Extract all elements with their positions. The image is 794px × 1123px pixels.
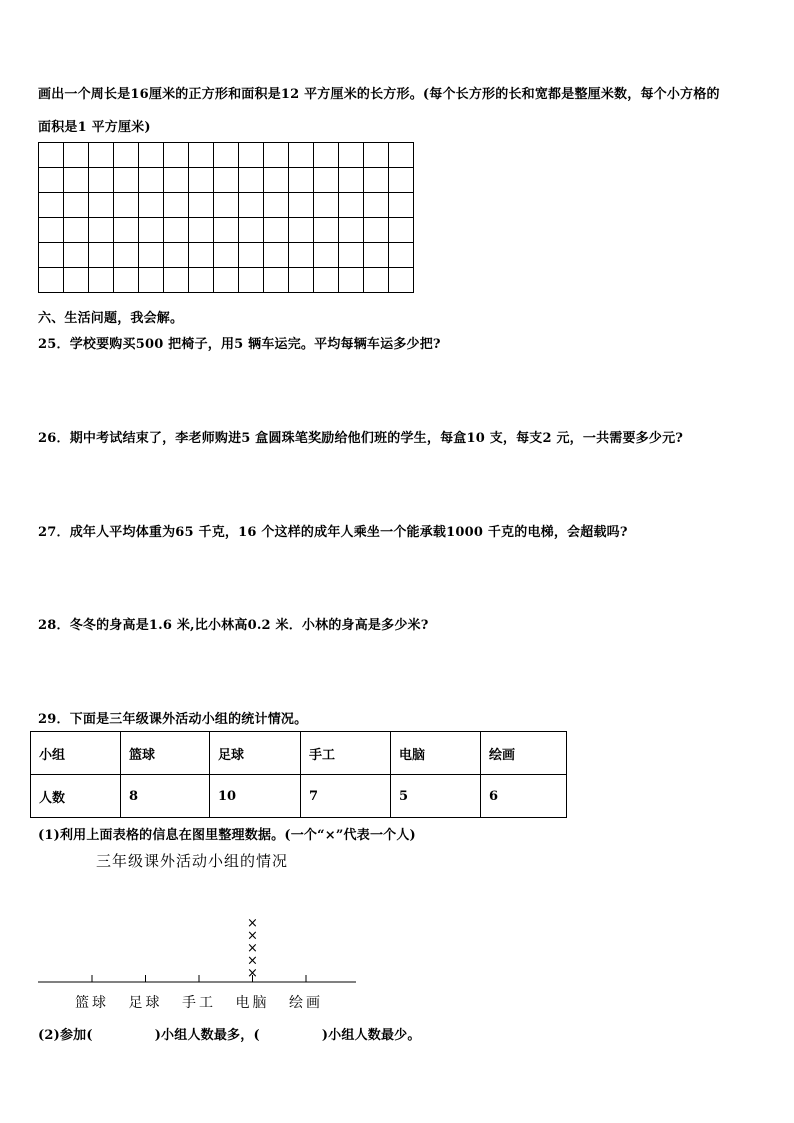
sub-question-2 xyxy=(38,1024,421,1043)
table-cell: 人数 xyxy=(31,775,121,818)
question-text: 下面是三年级课外活动小组的统计情况。 xyxy=(69,712,308,727)
table-cell: 8 xyxy=(121,775,210,818)
table-cell: 10 xyxy=(210,775,301,818)
table-cell: 6 xyxy=(481,775,567,818)
table-cell: 7 xyxy=(301,775,391,818)
question-text: 学校要购买500 把椅子，用5 辆车运完。平均每辆车运多少把? xyxy=(69,337,441,352)
question-text: 成年人平均体重为65 千克，16 个这样的成年人乘坐一个能承载1000 千克的电梯，会超载吗? xyxy=(69,525,628,540)
question-text: 冬冬的身高是1.6 米,比小林高0.2 米．小林的身高是多少米? xyxy=(69,618,429,633)
sub-question-1: (1)利用上面表格的信息在图里整理数据。(一个“×”代表一个人) xyxy=(38,828,416,843)
table-cell: 电脑 xyxy=(391,732,481,775)
q24-line2: 面积是1 平方厘米) xyxy=(38,120,151,135)
tally-mark: × xyxy=(247,953,258,969)
table-cell: 5 xyxy=(391,775,481,818)
category-label: 篮球 xyxy=(75,995,109,1011)
question-number: 27． xyxy=(38,525,70,540)
q24-line1: 画出一个周长是16厘米的正方形和面积是12 平方厘米的长方形。(每个长方形的长和宽都是整厘米数，每个小方格的 xyxy=(38,87,720,102)
question-text: 期中考试结束了，李老师购进5 盒圆珠笔奖励给他们班的学生，每盒10 支，每支2 元，一共需要多少元? xyxy=(69,431,684,446)
category-label: 足球 xyxy=(128,995,163,1011)
table-cell: 绘画 xyxy=(481,732,567,775)
sub2-part3: )小组人数最少。 xyxy=(321,1028,421,1043)
sub2-part2: )小组人数最多，( xyxy=(154,1028,260,1043)
category-label: 电脑 xyxy=(235,995,270,1011)
question-number: 28． xyxy=(38,618,70,633)
table-cell: 手工 xyxy=(301,732,391,775)
question-number: 26． xyxy=(38,431,70,446)
category-label: 绘画 xyxy=(289,995,323,1011)
chart-title: 三年级课外活动小组的情况 xyxy=(96,852,289,870)
tally-mark: × xyxy=(247,941,258,956)
table-cell: 篮球 xyxy=(121,732,210,775)
table-cell: 小组 xyxy=(31,732,121,775)
tally-mark: × xyxy=(247,966,258,981)
question-number: 25． xyxy=(38,337,70,352)
tally-mark: × xyxy=(247,928,258,944)
tally-mark: × xyxy=(247,916,258,931)
question-number: 29． xyxy=(38,712,70,727)
sub2-part1: (2)参加( xyxy=(38,1028,93,1043)
table-cell: 足球 xyxy=(210,732,301,775)
section-6-title: 六、生活问题，我会解。 xyxy=(38,311,184,326)
category-label: 手工 xyxy=(182,995,216,1011)
